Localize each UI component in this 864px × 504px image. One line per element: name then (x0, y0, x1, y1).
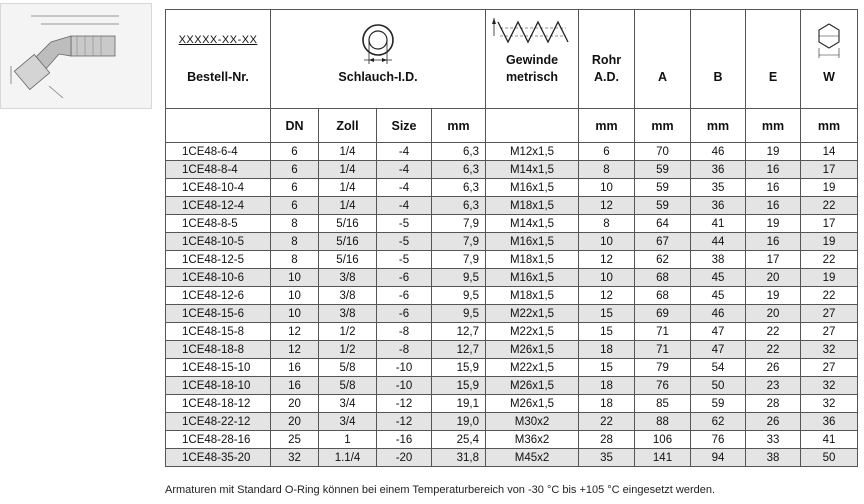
col-w-header (801, 10, 858, 109)
thread-cell: M22x1,5 (486, 305, 579, 323)
dim-a-cell: 59 (635, 161, 691, 179)
dim-w-cell: 22 (801, 287, 858, 305)
dn-cell: 8 (271, 251, 319, 269)
dim-a-cell: 88 (635, 413, 691, 431)
units-part-blank (166, 109, 271, 143)
thread-cell: M18x1,5 (486, 287, 579, 305)
dim-a-cell: 64 (635, 215, 691, 233)
dim-b-cell: 38 (691, 251, 746, 269)
dim-w-cell: 36 (801, 413, 858, 431)
unit-dn: DN (271, 109, 319, 143)
dn-cell: 6 (271, 179, 319, 197)
dim-a-cell: 69 (635, 305, 691, 323)
dn-cell: 10 (271, 269, 319, 287)
dim-w-cell: 17 (801, 215, 858, 233)
part-number-cell: 1CE48-22-12 (166, 413, 271, 431)
col-e-header (746, 10, 801, 109)
thread-cell: M22x1,5 (486, 323, 579, 341)
size-cell: -4 (377, 143, 432, 161)
size-cell: -6 (377, 305, 432, 323)
dim-b-cell: 76 (691, 431, 746, 449)
dim-a-cell: 59 (635, 179, 691, 197)
dim-b-cell: 45 (691, 269, 746, 287)
tube-od-cell: 12 (579, 251, 635, 269)
part-number-cell: 1CE48-12-4 (166, 197, 271, 215)
dim-a-cell: 67 (635, 233, 691, 251)
dn-cell: 16 (271, 359, 319, 377)
zoll-cell: 3/8 (319, 305, 377, 323)
dn-cell: 25 (271, 431, 319, 449)
hose-id-label: Schlauch-I.D. (338, 70, 418, 84)
mm-hose-cell: 7,9 (432, 251, 486, 269)
zoll-cell: 5/16 (319, 215, 377, 233)
unit-mm-b: mm (691, 109, 746, 143)
part-number-cell: 1CE48-18-8 (166, 341, 271, 359)
dn-cell: 12 (271, 341, 319, 359)
unit-zoll: Zoll (319, 109, 377, 143)
tube-od-cell: 12 (579, 287, 635, 305)
part-number-cell: 1CE48-10-6 (166, 269, 271, 287)
dim-e-cell: 20 (746, 305, 801, 323)
dim-w-cell: 50 (801, 449, 858, 467)
dn-cell: 20 (271, 413, 319, 431)
table-row (166, 323, 858, 341)
units-thread-blank (486, 109, 579, 143)
tube-od-cell: 18 (579, 377, 635, 395)
thread-cell: M26x1,5 (486, 377, 579, 395)
tube-od-cell: 18 (579, 341, 635, 359)
tube-od-cell: 8 (579, 215, 635, 233)
size-cell: -5 (377, 233, 432, 251)
unit-mm-w: mm (801, 109, 858, 143)
thread-cell: M16x1,5 (486, 233, 579, 251)
dim-w-cell: 32 (801, 395, 858, 413)
thread-cell: M45x2 (486, 449, 579, 467)
table-row (166, 197, 858, 215)
thread-cell: M12x1,5 (486, 143, 579, 161)
tube-label-line1: Rohr (591, 53, 622, 67)
part-number-cell: 1CE48-18-10 (166, 377, 271, 395)
table-row (166, 215, 858, 233)
dim-b-cell: 50 (691, 377, 746, 395)
dim-e-cell: 23 (746, 377, 801, 395)
dim-b-cell: 35 (691, 179, 746, 197)
dim-e-cell: 16 (746, 161, 801, 179)
part-number-cell: 1CE48-35-20 (166, 449, 271, 467)
zoll-cell: 5/16 (319, 251, 377, 269)
dim-w-cell: 19 (801, 269, 858, 287)
zoll-cell: 1/4 (319, 197, 377, 215)
dn-cell: 6 (271, 161, 319, 179)
mm-hose-cell: 15,9 (432, 377, 486, 395)
size-cell: -5 (377, 215, 432, 233)
mm-hose-cell: 6,3 (432, 179, 486, 197)
fitting-drawing (0, 3, 152, 109)
unit-size: Size (377, 109, 432, 143)
dim-b-cell: 59 (691, 395, 746, 413)
mm-hose-cell: 7,9 (432, 215, 486, 233)
dim-a-cell: 62 (635, 251, 691, 269)
part-number-cell: 1CE48-15-10 (166, 359, 271, 377)
zoll-cell: 1/4 (319, 143, 377, 161)
dim-w-cell: 22 (801, 197, 858, 215)
size-cell: -6 (377, 269, 432, 287)
tube-od-cell: 10 (579, 269, 635, 287)
size-cell: -8 (377, 341, 432, 359)
dim-e-cell: 28 (746, 395, 801, 413)
dim-e-cell: 22 (746, 341, 801, 359)
tube-od-label (579, 52, 634, 86)
dim-a-cell: 70 (635, 143, 691, 161)
mm-hose-cell: 31,8 (432, 449, 486, 467)
size-cell: -8 (377, 323, 432, 341)
dim-e-cell: 16 (746, 197, 801, 215)
table-row (166, 359, 858, 377)
unit-mm-e: mm (746, 109, 801, 143)
dim-e-cell: 22 (746, 323, 801, 341)
thread-cell: M14x1,5 (486, 161, 579, 179)
zoll-cell: 1/4 (319, 179, 377, 197)
mm-hose-cell: 25,4 (432, 431, 486, 449)
dim-a-cell: 68 (635, 287, 691, 305)
dim-b-cell: 94 (691, 449, 746, 467)
dim-a-cell: 68 (635, 269, 691, 287)
tube-od-cell: 10 (579, 179, 635, 197)
dim-b-cell: 47 (691, 341, 746, 359)
dim-w-cell: 27 (801, 359, 858, 377)
elbow-fitting-diagram (1, 4, 151, 108)
table-row (166, 377, 858, 395)
col-a-header (635, 10, 691, 109)
size-cell: -10 (377, 359, 432, 377)
mm-hose-cell: 15,9 (432, 359, 486, 377)
zoll-cell: 1/4 (319, 161, 377, 179)
mm-hose-cell: 6,3 (432, 143, 486, 161)
dim-w-cell: 22 (801, 251, 858, 269)
zoll-cell: 5/16 (319, 233, 377, 251)
zoll-cell: 3/4 (319, 413, 377, 431)
dim-b-cell: 44 (691, 233, 746, 251)
zoll-cell: 1 (319, 431, 377, 449)
dn-cell: 6 (271, 143, 319, 161)
mm-hose-cell: 6,3 (432, 197, 486, 215)
table-row (166, 341, 858, 359)
table-row (166, 449, 858, 467)
thread-cell: M18x1,5 (486, 251, 579, 269)
dim-e-cell: 16 (746, 233, 801, 251)
dim-a-cell: 79 (635, 359, 691, 377)
size-cell: -6 (377, 287, 432, 305)
thread-cell: M14x1,5 (486, 215, 579, 233)
dim-e-cell: 33 (746, 431, 801, 449)
dim-b-cell: 62 (691, 413, 746, 431)
table-row (166, 179, 858, 197)
size-cell: -10 (377, 377, 432, 395)
col-b-header (691, 10, 746, 109)
mm-hose-cell: 12,7 (432, 341, 486, 359)
hex-nut-icon (801, 20, 857, 63)
dim-e-cell: 38 (746, 449, 801, 467)
table-row (166, 287, 858, 305)
thread-cell: M26x1,5 (486, 341, 579, 359)
col-b-label: B (713, 70, 723, 84)
table-row (166, 143, 858, 161)
tube-od-cell: 6 (579, 143, 635, 161)
dn-cell: 8 (271, 215, 319, 233)
table-row (166, 161, 858, 179)
zoll-cell: 1/2 (319, 341, 377, 359)
dim-a-cell: 85 (635, 395, 691, 413)
thread-cell: M16x1,5 (486, 269, 579, 287)
table-row (166, 413, 858, 431)
dim-w-cell: 14 (801, 143, 858, 161)
part-number-cell: 1CE48-10-5 (166, 233, 271, 251)
dim-a-cell: 106 (635, 431, 691, 449)
code-pattern: XXXXX-XX-XX (178, 34, 258, 46)
mm-hose-cell: 7,9 (432, 233, 486, 251)
dim-b-cell: 54 (691, 359, 746, 377)
mm-hose-cell: 19,1 (432, 395, 486, 413)
dim-e-cell: 19 (746, 287, 801, 305)
thread-cell: M30x2 (486, 413, 579, 431)
tube-od-cell: 15 (579, 323, 635, 341)
dn-cell: 20 (271, 395, 319, 413)
thread-profile-icon (486, 14, 578, 55)
unit-mm-a: mm (635, 109, 691, 143)
dn-cell: 8 (271, 233, 319, 251)
size-cell: -12 (377, 413, 432, 431)
zoll-cell: 1/2 (319, 323, 377, 341)
dim-e-cell: 26 (746, 359, 801, 377)
dim-e-cell: 16 (746, 179, 801, 197)
size-cell: -4 (377, 197, 432, 215)
hose-cross-section-icon (271, 20, 485, 71)
zoll-cell: 3/8 (319, 287, 377, 305)
dim-w-cell: 41 (801, 431, 858, 449)
temperature-footnote: Armaturen mit Standard O-Ring können bei einem Temperaturbereich von -30 °C bis +105 °C eingesetzt werden. (165, 484, 716, 496)
part-number-cell: 1CE48-18-12 (166, 395, 271, 413)
unit-mm-hose: mm (432, 109, 486, 143)
thread-cell: M26x1,5 (486, 395, 579, 413)
mm-hose-cell: 6,3 (432, 161, 486, 179)
tube-od-cell: 28 (579, 431, 635, 449)
part-number-cell: 1CE48-15-6 (166, 305, 271, 323)
tube-od-cell: 12 (579, 197, 635, 215)
mm-hose-cell: 9,5 (432, 287, 486, 305)
dim-a-cell: 76 (635, 377, 691, 395)
dn-cell: 10 (271, 305, 319, 323)
zoll-cell: 3/8 (319, 269, 377, 287)
dim-b-cell: 46 (691, 305, 746, 323)
col-a-label: A (657, 70, 668, 84)
dim-e-cell: 17 (746, 251, 801, 269)
thread-label-line1: Gewinde (505, 53, 559, 67)
table-row (166, 269, 858, 287)
thread-header (486, 10, 579, 109)
tube-od-cell: 15 (579, 305, 635, 323)
units-row (166, 109, 858, 143)
thread-cell: M36x2 (486, 431, 579, 449)
mm-hose-cell: 12,7 (432, 323, 486, 341)
dn-cell: 12 (271, 323, 319, 341)
dim-w-cell: 32 (801, 341, 858, 359)
size-cell: -4 (377, 161, 432, 179)
col-e-label: E (768, 70, 778, 84)
size-cell: -16 (377, 431, 432, 449)
dim-b-cell: 41 (691, 215, 746, 233)
tube-od-cell: 35 (579, 449, 635, 467)
part-number-cell: 1CE48-12-6 (166, 287, 271, 305)
dn-cell: 6 (271, 197, 319, 215)
part-number-cell: 1CE48-8-5 (166, 215, 271, 233)
zoll-cell: 3/4 (319, 395, 377, 413)
dn-cell: 16 (271, 377, 319, 395)
thread-label-line2: metrisch (505, 70, 559, 84)
thread-cell: M22x1,5 (486, 359, 579, 377)
dim-a-cell: 71 (635, 341, 691, 359)
fitting-spec-table (165, 9, 858, 467)
tube-od-cell: 8 (579, 161, 635, 179)
tube-od-cell: 10 (579, 233, 635, 251)
size-cell: -4 (377, 179, 432, 197)
dim-w-cell: 19 (801, 179, 858, 197)
spec-table-body (166, 143, 858, 467)
zoll-cell: 1.1/4 (319, 449, 377, 467)
tube-od-cell: 15 (579, 359, 635, 377)
hose-id-header (271, 10, 486, 109)
table-row (166, 305, 858, 323)
part-number-cell: 1CE48-28-16 (166, 431, 271, 449)
size-cell: -12 (377, 395, 432, 413)
dim-b-cell: 36 (691, 197, 746, 215)
size-cell: -5 (377, 251, 432, 269)
dim-w-cell: 27 (801, 305, 858, 323)
dim-w-cell: 27 (801, 323, 858, 341)
dim-a-cell: 141 (635, 449, 691, 467)
tube-od-cell: 22 (579, 413, 635, 431)
dim-e-cell: 19 (746, 143, 801, 161)
zoll-cell: 5/8 (319, 359, 377, 377)
dim-a-cell: 59 (635, 197, 691, 215)
dim-e-cell: 26 (746, 413, 801, 431)
tube-label-line2: A.D. (594, 70, 619, 84)
thread-label (486, 52, 578, 86)
dim-w-cell: 17 (801, 161, 858, 179)
size-cell: -20 (377, 449, 432, 467)
dim-b-cell: 45 (691, 287, 746, 305)
dim-b-cell: 47 (691, 323, 746, 341)
dn-cell: 32 (271, 449, 319, 467)
tube-od-cell: 18 (579, 395, 635, 413)
thread-cell: M16x1,5 (486, 179, 579, 197)
table-row (166, 431, 858, 449)
dim-w-cell: 19 (801, 233, 858, 251)
dn-cell: 10 (271, 287, 319, 305)
part-no-label: Bestell-Nr. (187, 70, 249, 84)
part-number-cell: 1CE48-10-4 (166, 179, 271, 197)
part-number-cell: 1CE48-6-4 (166, 143, 271, 161)
dim-w-cell: 32 (801, 377, 858, 395)
tube-od-header (579, 10, 635, 109)
dim-b-cell: 36 (691, 161, 746, 179)
dim-e-cell: 20 (746, 269, 801, 287)
table-row (166, 251, 858, 269)
thread-cell: M18x1,5 (486, 197, 579, 215)
part-number-cell: 1CE48-15-8 (166, 323, 271, 341)
table-row (166, 233, 858, 251)
table-row (166, 395, 858, 413)
unit-mm-tube: mm (579, 109, 635, 143)
dim-e-cell: 19 (746, 215, 801, 233)
dim-b-cell: 46 (691, 143, 746, 161)
part-number-cell: 1CE48-8-4 (166, 161, 271, 179)
part-number-cell: 1CE48-12-5 (166, 251, 271, 269)
mm-hose-cell: 9,5 (432, 269, 486, 287)
mm-hose-cell: 9,5 (432, 305, 486, 323)
mm-hose-cell: 19,0 (432, 413, 486, 431)
col-w-label: W (823, 70, 835, 84)
part-no-header (166, 10, 271, 109)
zoll-cell: 5/8 (319, 377, 377, 395)
dim-a-cell: 71 (635, 323, 691, 341)
